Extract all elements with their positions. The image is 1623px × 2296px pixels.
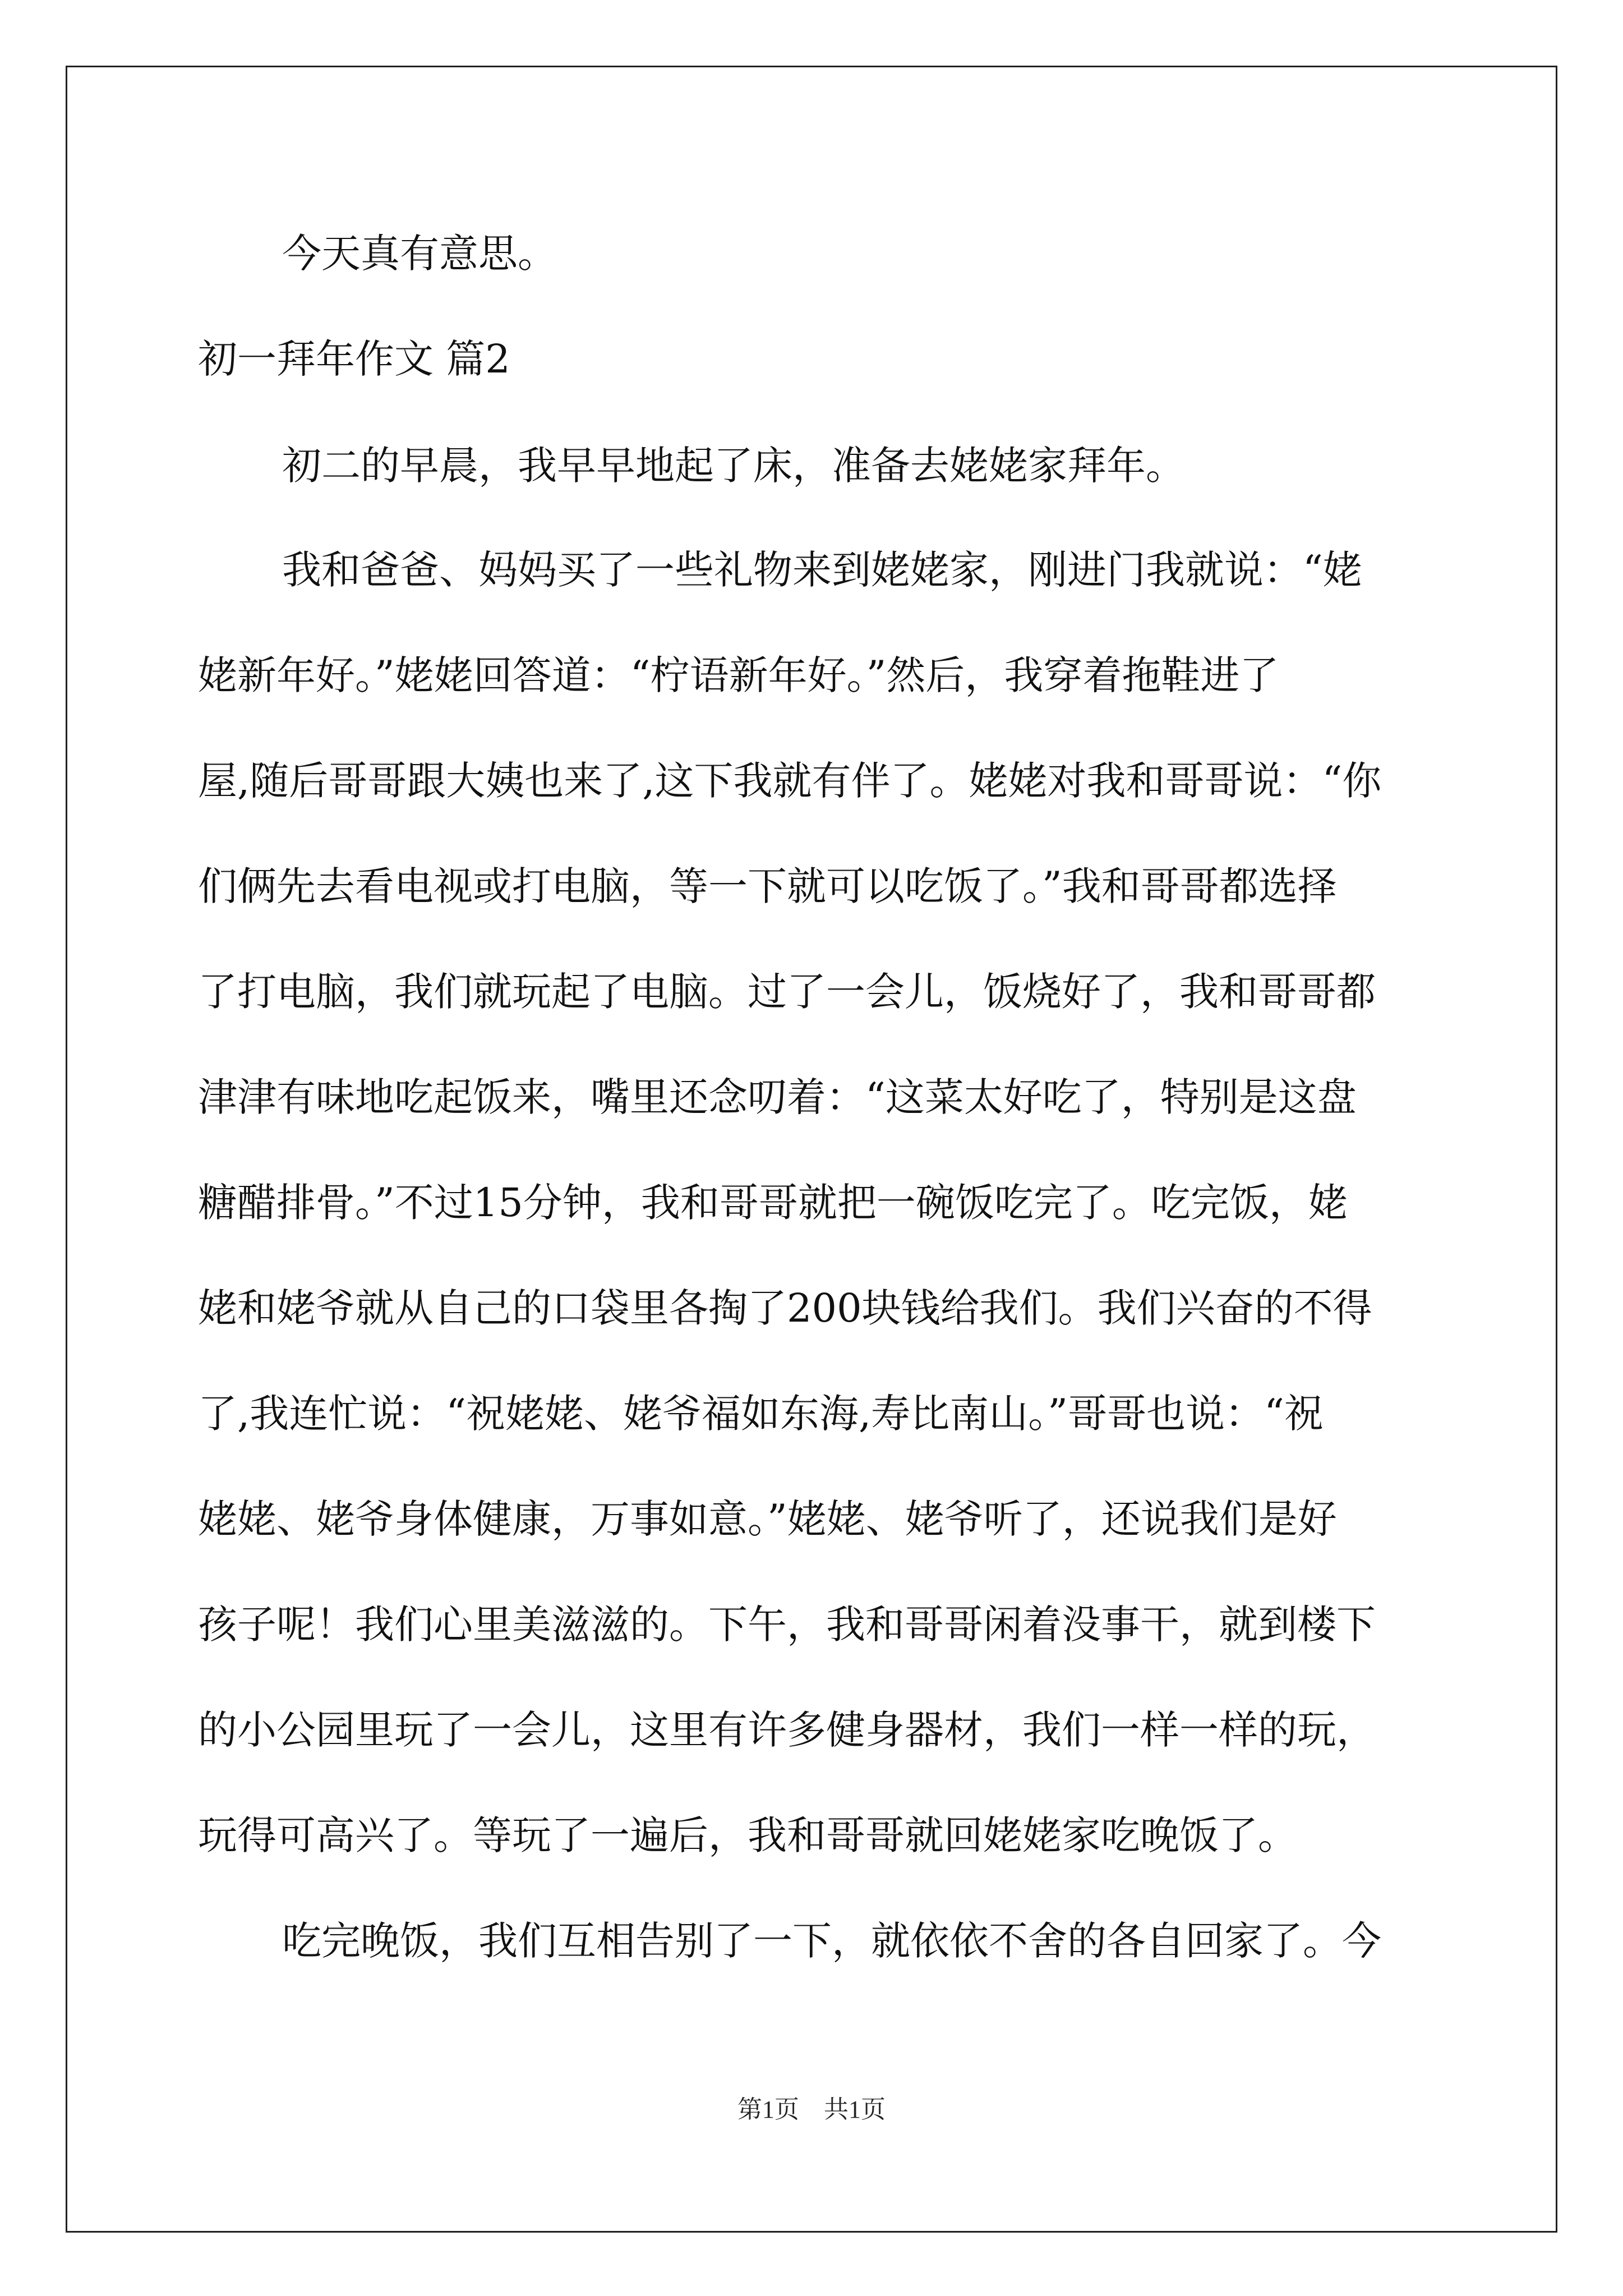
page-border xyxy=(66,66,1557,2233)
paragraph-2-line-7: 糖醋排骨。”不过15分钟，我和哥哥就把一碗饭吃完了。吃完饭，姥 xyxy=(198,1180,1348,1226)
paragraph-2-line-13: 玩得可高兴了。等玩了一遍后，我和哥哥就回姥姥家吃晚饭了。 xyxy=(198,1812,1297,1858)
paragraph-3-line-1: 吃完晚饭，我们互相告别了一下，就依依不舍的各自回家了。今 xyxy=(282,1918,1381,1964)
paragraph-2-line-6: 津津有味地吃起饭来，嘴里还念叨着：“这菜太好吃了，特别是这盘 xyxy=(198,1074,1357,1120)
paragraph-2-line-2: 姥新年好。”姥姥回答道：“柠语新年好。”然后，我穿着拖鞋进了 xyxy=(198,652,1279,698)
page-footer: 第1页 共1页 xyxy=(737,2096,886,2123)
section-title: 初一拜年作文 篇2 xyxy=(198,336,510,382)
paragraph-2-line-9: 了,我连忙说：“祝姥姥、姥爷福如东海,寿比南山。”哥哥也说：“祝 xyxy=(198,1391,1324,1437)
paragraph-1-line-1: 初二的早晨，我早早地起了床，准备去姥姥家拜年。 xyxy=(282,443,1185,489)
paragraph-2-line-1: 我和爸爸、妈妈买了一些礼物来到姥姥家，刚进门我就说：“姥 xyxy=(282,547,1362,593)
paragraph-2-line-10: 姥姥、姥爷身体健康，万事如意。”姥姥、姥爷听了，还说我们是好 xyxy=(198,1496,1337,1542)
paragraph-2-line-4: 们俩先去看电视或打电脑，等一下就可以吃饭了。”我和哥哥都选择 xyxy=(198,863,1337,909)
paragraph-2-line-8: 姥和姥爷就从自己的口袋里各掏了200块钱给我们。我们兴奋的不得 xyxy=(198,1285,1372,1331)
paragraph-2-line-5: 了打电脑，我们就玩起了电脑。过了一会儿，饭烧好了，我和哥哥都 xyxy=(198,969,1376,1015)
paragraph-2-line-12: 的小公园里玩了一会儿，这里有许多健身器材，我们一样一样的玩， xyxy=(198,1707,1376,1753)
paragraph-2-line-11: 孩子呢！我们心里美滋滋的。下午，我和哥哥闲着没事干，就到楼下 xyxy=(198,1602,1376,1648)
paragraph-2-line-3: 屋,随后哥哥跟大姨也来了,这下我就有伴了。姥姥对我和哥哥说：“你 xyxy=(198,758,1382,804)
opening-line: 今天真有意思。 xyxy=(282,231,557,277)
